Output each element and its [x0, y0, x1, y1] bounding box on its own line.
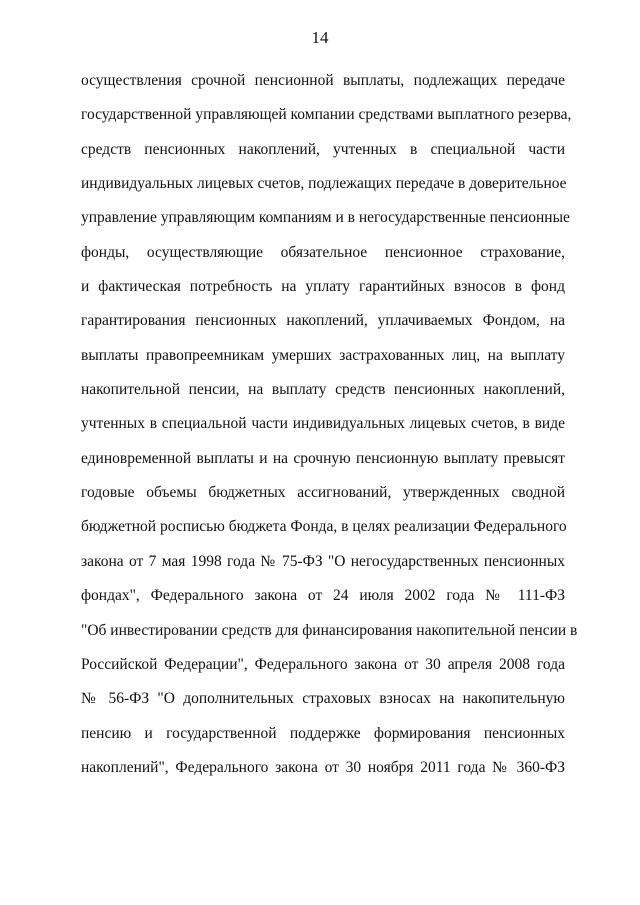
text-line: осуществления срочной пенсионной выплаты, подлежащих передаче: [81, 72, 565, 89]
text-line: накопительной пенсии, на выплату средств пенсионных накоплений,: [81, 381, 565, 399]
text-line: управление управляющим компаниям и в негосударственные пенсионные: [81, 209, 570, 227]
text-line: средств пенсионных накоплений, учтенных в специальной части: [81, 140, 565, 158]
text-line: индивидуальных лицевых счетов, подлежащих передаче в доверительное: [81, 175, 567, 193]
body-text: [81, 64, 578, 785]
text-line: и фактическая потребность на уплату гарантийных взносов в фонд: [81, 278, 565, 296]
text-line: учтенных в специальной части индивидуальных лицевых счетов, в виде: [81, 415, 565, 433]
text-line: государственной управляющей компании средствами выплатного резерва,: [81, 106, 572, 124]
text-line: № 56-ФЗ "О дополнительных страховых взносах на накопительную: [81, 690, 565, 708]
text-line: единовременной выплаты и на срочную пенсионную выплату превысят: [81, 449, 565, 467]
text-line: фондах", Федерального закона от 24 июля 2002 года № 111-ФЗ: [81, 587, 565, 605]
text-line: бюджетной росписью бюджета Фонда, в целях реализации Федерального: [81, 518, 567, 536]
text-line: Российской Федерации", Федерального закона от 30 апреля 2008 года: [81, 655, 565, 673]
text-line: гарантирования пенсионных накоплений, уплачиваемых Фондом, на: [81, 312, 565, 330]
text-line: выплаты правопреемникам умерших застрахованных лиц, на выплату: [81, 346, 565, 364]
text-line: годовые объемы бюджетных ассигнований, утвержденных сводной: [81, 484, 565, 502]
text-line: "Об инвестировании средств для финансирования накопительной пенсии в: [81, 621, 578, 639]
text-line: закона от 7 мая 1998 года № 75-ФЗ "О негосударственных пенсионных: [81, 552, 565, 570]
page-number: 14: [311, 28, 329, 47]
text-line: пенсию и государственной поддержке формирования пенсионных: [81, 724, 565, 742]
text-line: накоплений", Федерального закона от 30 ноября 2011 года № 360-ФЗ: [81, 758, 565, 776]
text-line: фонды, осуществляющие обязательное пенсионное страхование,: [81, 243, 565, 261]
